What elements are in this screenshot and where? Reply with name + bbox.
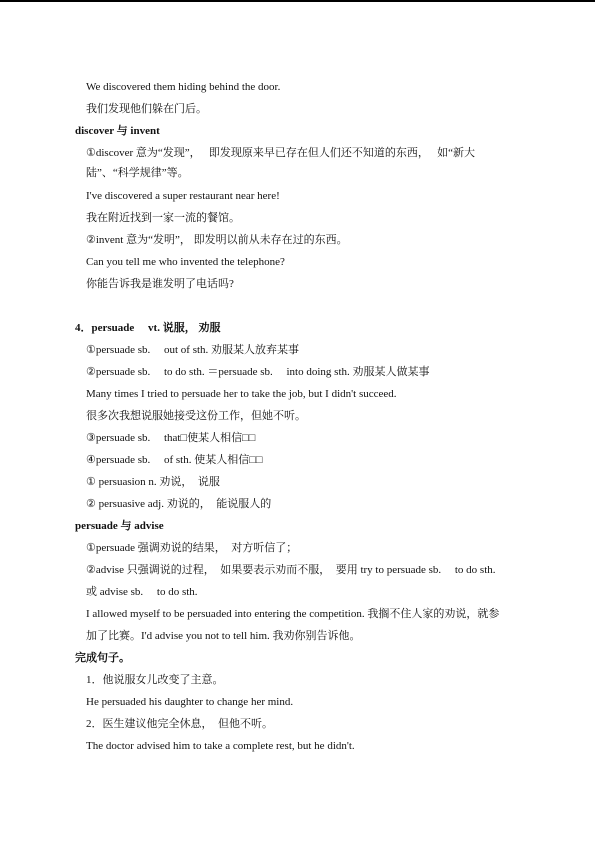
example-sentence-zh: 我们发现他们躲在门后。 [86, 103, 207, 115]
comparison-item: ①persuade 强调劝说的结果， 对方听信了； [86, 542, 298, 554]
example-paragraph-cont: 加了比赛。I'd advise you not to tell him. 我劝你别告诉他。 [86, 630, 361, 642]
exercise-prompt: 1．他说服女儿改变了主意。 [86, 674, 224, 686]
example-sentence-en: We discovered them hiding behind the door. [86, 81, 281, 93]
comparison-item-cont: 或 advise sb. to do sth. [86, 586, 198, 598]
example-sentence-zh: 你能告诉我是谁发明了电话吗? [86, 278, 234, 290]
usage-item: ①persuade sb. out of sth. 劝服某人放弃某事 [86, 344, 300, 356]
section-heading-complete-sentences: 完成句子。 [75, 652, 130, 664]
example-sentence-en: Many times I tried to persuade her to take the job, but I didn't succeed. [86, 388, 397, 400]
exercise-answer: He persuaded his daughter to change her mind. [86, 696, 294, 708]
example-paragraph: I allowed myself to be persuaded into entering the competition. 我搁不住人家的劝说，就参 [86, 608, 500, 620]
comparison-item: ②advise 只强调说的过程， 如果要表示劝而不服， 要用 try to persuade sb. to do sth. [86, 564, 496, 576]
section-heading-discover-invent: discover 与 invent [75, 125, 160, 137]
example-sentence-zh: 很多次我想说服她接受这份工作，但她不听。 [86, 410, 306, 422]
example-sentence-zh: 我在附近找到一家一流的餐馆。 [86, 212, 240, 224]
section-heading-persuade: 4．persuade vt. 说服， 劝服 [75, 322, 221, 334]
section-heading-persuade-advise: persuade 与 advise [75, 520, 164, 532]
example-sentence-en: I've discovered a super restaurant near here! [86, 190, 280, 202]
exercise-prompt: 2．医生建议他完全休息， 但他不听。 [86, 718, 273, 730]
discover-definition: ①discover 意为“发现”， 即发现原来早已存在但人们还不知道的东西， 如“新大 [86, 147, 476, 159]
usage-item: ③persuade sb. that□使某人相信□□ [86, 432, 256, 444]
usage-item: ②persuade sb. to do sth. ＝persuade sb. into doing sth. 劝服某人做某事 [86, 366, 430, 378]
invent-definition: ②invent 意为“发明”， 即发明以前从未存在过的东西。 [86, 234, 348, 246]
example-sentence-en: Can you tell me who invented the telephone? [86, 256, 285, 268]
derivative-item: ② persuasive adj. 劝说的， 能说服人的 [86, 498, 272, 510]
discover-definition-cont: 陆”、“科学规律”等。 [86, 167, 189, 179]
exercise-answer: The doctor advised him to take a complete rest, but he didn't. [86, 740, 355, 752]
derivative-item: ① persuasion n. 劝说， 说服 [86, 476, 220, 488]
page-top-rule [0, 0, 595, 2]
usage-item: ④persuade sb. of sth. 使某人相信□□ [86, 454, 263, 466]
